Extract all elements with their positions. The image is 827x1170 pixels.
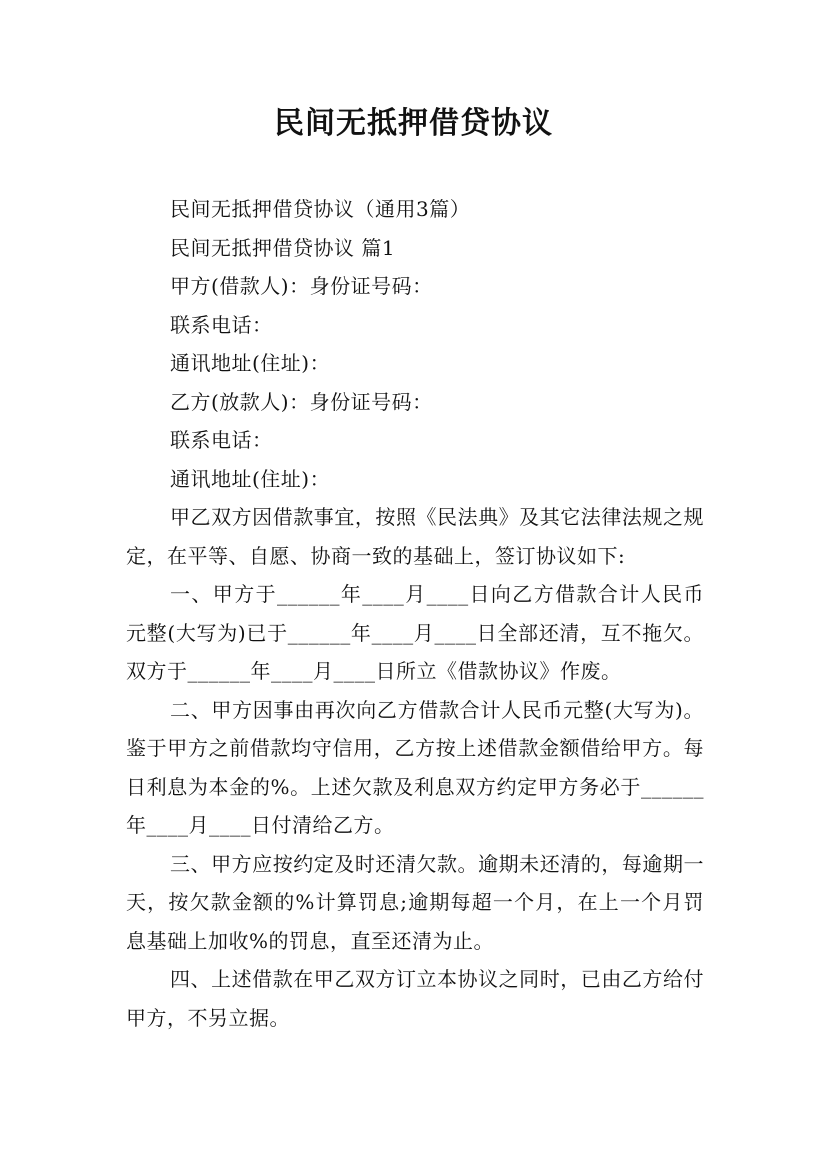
document-title: 民间无抵押借贷协议 bbox=[274, 106, 553, 141]
party-a-id-line: 甲方(借款人)：身份证号码： bbox=[170, 274, 433, 298]
party-b-phone-line: 联系电话： bbox=[170, 428, 273, 452]
party-b-id-line: 乙方(放款人)：身份证号码： bbox=[170, 389, 433, 414]
clause-3-paragraph: 三、甲方应按约定及时还清欠款。逾期未还清的，每逾期一天，按欠款金额的%计算罚息;逾期每超一个月，在上一个月罚息基础上加收%的罚息，直至还清为止。 bbox=[126, 851, 704, 953]
party-a-address-line: 通讯地址(住址)： bbox=[170, 351, 331, 375]
section-heading: 民间无抵押借贷协议 篇1 bbox=[170, 235, 396, 260]
party-b-address-line: 通讯地址(住址)： bbox=[170, 466, 331, 491]
document-body bbox=[126, 190, 704, 1037]
clause-4-paragraph: 四、上述借款在甲乙双方订立本协议之同时，已由乙方给付甲方，不另立据。 bbox=[126, 967, 704, 1030]
subtitle-line: 民间无抵押借贷协议（通用3篇） bbox=[170, 197, 471, 221]
clause-1-paragraph: 一、甲方于______年____月____日向乙方借款合计人民币元整(大写为)已于______年____月____日全部还清，互不拖欠。双方于______年____月____日所立《借款协议》作废。 bbox=[126, 582, 704, 683]
preamble-paragraph: 甲乙双方因借款事宜，按照《民法典》及其它法律法规之规定，在平等、自愿、协商一致的基础上，签订协议如下: bbox=[126, 505, 704, 568]
party-a-phone-line: 联系电话： bbox=[170, 312, 273, 337]
clause-2-paragraph: 二、甲方因事由再次向乙方借款合计人民币元整(大写为)。鉴于甲方之前借款均守信用，乙方按上述借款金额借给甲方。每日利息为本金的%。上述欠款及利息双方约定甲方务必于______年____月____日付清给乙方。 bbox=[126, 697, 704, 837]
